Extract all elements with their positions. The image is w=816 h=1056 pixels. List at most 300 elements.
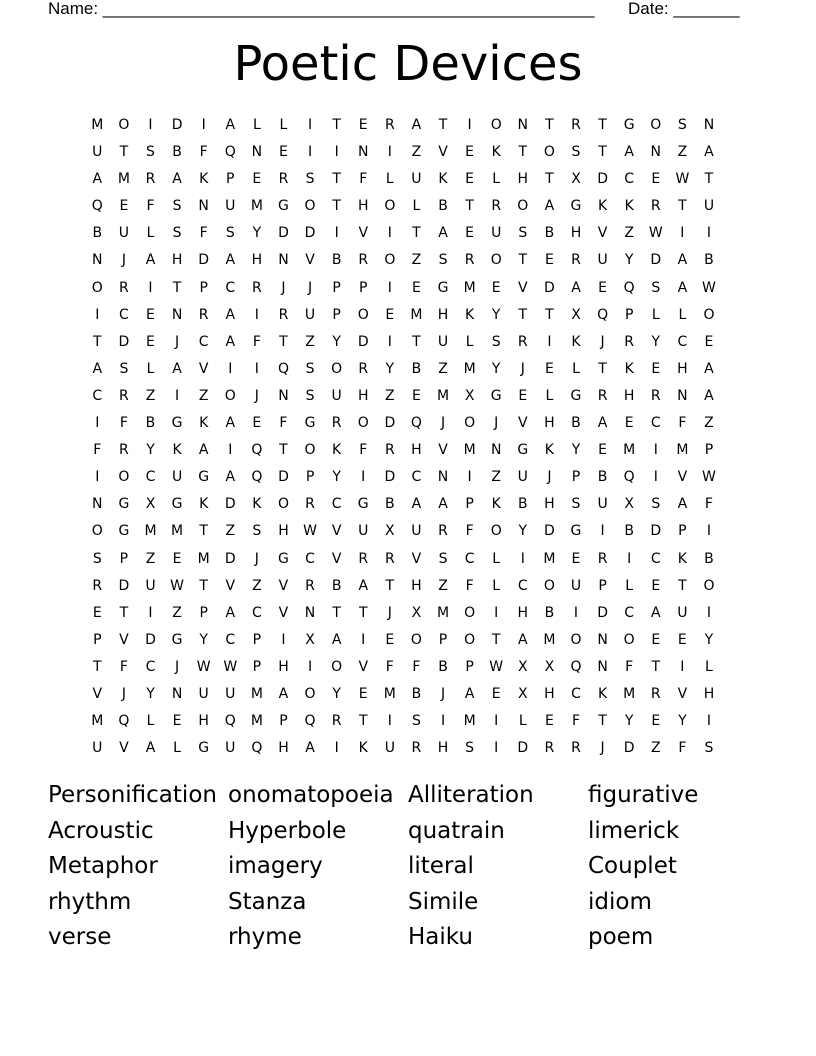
grid-letter: T xyxy=(518,252,528,269)
grid-letter: A xyxy=(411,496,422,513)
grid-letter: C xyxy=(571,685,581,702)
grid-letter: I xyxy=(334,740,339,757)
grid-letter: E xyxy=(544,713,554,730)
grid-letter: V xyxy=(438,442,448,459)
grid-letter: Z xyxy=(677,144,688,161)
grid-letter: P xyxy=(93,631,102,648)
grid-letter: E xyxy=(598,279,607,296)
grid-letter: I xyxy=(201,117,206,133)
grid-letter: A xyxy=(650,604,661,621)
grid-letter: F xyxy=(571,713,581,730)
grid-letter: P xyxy=(252,658,262,675)
grid-letter: A xyxy=(544,198,555,215)
grid-letter: T xyxy=(518,306,528,323)
word-list-item: idiom xyxy=(588,888,652,915)
grid-letter: F xyxy=(199,144,208,161)
grid-letter: S xyxy=(225,225,235,242)
grid-letter: H xyxy=(437,306,449,323)
grid-letter: S xyxy=(491,333,501,350)
grid-letter: A xyxy=(704,144,714,161)
grid-letter: T xyxy=(438,117,448,133)
grid-letter: G xyxy=(517,442,529,459)
grid-letter: T xyxy=(598,144,607,161)
grid-letter: V xyxy=(677,469,688,486)
grid-letter: L xyxy=(572,360,580,377)
grid-letter: P xyxy=(332,306,341,323)
word-list-item: Couplet xyxy=(588,853,677,880)
grid-letter: W xyxy=(702,469,716,486)
grid-letter: M xyxy=(676,442,689,459)
grid-letter: T xyxy=(332,604,341,621)
grid-letter: B xyxy=(385,496,395,513)
grid-letter: D xyxy=(171,117,183,133)
word-list-item: Hyperbole xyxy=(228,817,347,844)
grid-letter: O xyxy=(490,117,502,133)
grid-letter: O xyxy=(464,604,476,621)
grid-letter: Y xyxy=(332,333,341,350)
grid-letter: G xyxy=(570,523,582,540)
grid-letter: T xyxy=(598,713,607,730)
grid-letter: A xyxy=(92,360,103,377)
grid-letter: R xyxy=(624,333,635,350)
grid-letter: H xyxy=(544,496,555,513)
grid-letter: K xyxy=(199,415,209,432)
grid-letter: S xyxy=(146,144,155,161)
grid-letter: H xyxy=(544,685,555,702)
grid-letter: D xyxy=(623,740,635,757)
grid-letter: V xyxy=(278,577,289,594)
grid-letter: R xyxy=(119,387,129,404)
grid-letter: S xyxy=(465,740,475,757)
grid-letter: Y xyxy=(491,306,501,323)
grid-letter: I xyxy=(520,550,525,567)
grid-letter: E xyxy=(491,685,501,702)
grid-letter: S xyxy=(305,171,315,188)
grid-letter: N xyxy=(304,604,316,621)
grid-letter: F xyxy=(359,442,368,459)
grid-letter: R xyxy=(650,198,661,215)
grid-letter: Y xyxy=(385,360,395,377)
grid-letter: B xyxy=(411,685,422,702)
grid-letter: S xyxy=(305,387,315,404)
grid-letter: I xyxy=(148,117,153,133)
grid-letter: F xyxy=(146,198,155,215)
grid-letter: R xyxy=(331,415,342,432)
grid-letter: N xyxy=(357,144,369,161)
grid-letter: A xyxy=(464,685,475,702)
grid-letter: B xyxy=(145,415,156,432)
grid-letter: F xyxy=(119,415,128,432)
grid-letter: R xyxy=(411,740,422,757)
grid-letter: R xyxy=(305,577,315,594)
grid-letter: N xyxy=(278,387,289,404)
grid-letter: Q xyxy=(304,713,316,730)
grid-letter: H xyxy=(278,523,289,540)
grid-letter: H xyxy=(517,604,529,621)
grid-letter: I xyxy=(653,469,658,486)
grid-letter: D xyxy=(597,604,608,621)
grid-letter: X xyxy=(145,496,156,513)
grid-letter: Z xyxy=(491,469,501,486)
grid-letter: D xyxy=(118,333,130,350)
grid-letter: O xyxy=(331,658,343,675)
grid-letter: K xyxy=(252,496,262,513)
grid-letter: R xyxy=(278,171,289,188)
grid-letter: M xyxy=(383,685,396,702)
grid-letter: D xyxy=(650,523,662,540)
grid-letter: J xyxy=(547,469,552,486)
grid-letter: L xyxy=(385,171,394,188)
grid-letter: U xyxy=(597,252,608,269)
grid-letter: L xyxy=(146,225,155,242)
grid-letter: F xyxy=(252,333,261,350)
grid-letter: X xyxy=(464,387,475,404)
grid-letter: J xyxy=(254,387,259,404)
grid-letter: K xyxy=(199,496,209,513)
grid-letter: E xyxy=(465,144,475,161)
grid-letter: Y xyxy=(571,442,581,459)
grid-letter: E xyxy=(385,631,395,648)
grid-letter: N xyxy=(703,117,715,133)
grid-letter: E xyxy=(252,171,262,188)
grid-letter: A xyxy=(704,360,714,377)
grid-letter: K xyxy=(332,442,342,459)
grid-letter: O xyxy=(357,306,369,323)
grid-letter: H xyxy=(677,360,688,377)
grid-letter: T xyxy=(491,631,501,648)
grid-letter: F xyxy=(119,658,128,675)
grid-letter: L xyxy=(252,117,261,133)
grid-letter: K xyxy=(199,171,209,188)
grid-letter: U xyxy=(411,171,422,188)
grid-letter: N xyxy=(597,658,608,675)
grid-letter: H xyxy=(198,713,209,730)
grid-letter: Z xyxy=(305,333,315,350)
grid-letter: U xyxy=(171,469,183,486)
grid-letter: S xyxy=(438,252,448,269)
grid-letter: P xyxy=(704,442,714,459)
grid-letter: K xyxy=(571,333,581,350)
grid-letter: P xyxy=(279,713,288,730)
grid-letter: I xyxy=(387,279,392,296)
grid-letter: X xyxy=(518,658,528,675)
grid-letter: S xyxy=(438,550,448,567)
grid-letter: M xyxy=(463,442,476,459)
grid-letter: W xyxy=(170,577,184,594)
grid-letter: R xyxy=(198,306,209,323)
grid-letter: H xyxy=(623,387,635,404)
grid-letter: M xyxy=(436,604,450,621)
grid-letter: H xyxy=(357,387,369,404)
grid-letter: V xyxy=(331,550,342,567)
grid-letter: G xyxy=(304,415,316,432)
grid-letter: R xyxy=(571,117,581,133)
grid-letter: I xyxy=(494,713,499,730)
word-list-item: imagery xyxy=(228,853,323,880)
grid-letter: I xyxy=(680,225,685,242)
grid-letter: J xyxy=(254,550,259,567)
grid-letter: Z xyxy=(438,360,448,377)
grid-letter: D xyxy=(198,252,210,269)
grid-letter: K xyxy=(597,685,608,702)
grid-letter: G xyxy=(278,550,289,567)
word-list-item: rhyme xyxy=(228,924,302,951)
grid-letter: E xyxy=(358,117,368,133)
grid-letter: I xyxy=(467,117,472,133)
grid-letter: Y xyxy=(332,469,341,486)
word-list-item: poem xyxy=(588,924,654,951)
grid-letter: E xyxy=(146,306,155,323)
grid-letter: A xyxy=(677,279,688,296)
grid-letter: E xyxy=(651,360,661,377)
grid-letter: A xyxy=(225,604,236,621)
word-list-item: verse xyxy=(48,924,112,951)
grid-letter: H xyxy=(570,225,582,242)
grid-letter: A xyxy=(704,387,714,404)
grid-letter: I xyxy=(494,740,499,757)
grid-letter: E xyxy=(385,306,395,323)
grid-letter: U xyxy=(225,740,236,757)
grid-letter: H xyxy=(411,442,422,459)
grid-letter: A xyxy=(677,496,688,513)
grid-letter: G xyxy=(437,279,449,296)
grid-letter: C xyxy=(225,631,236,648)
grid-letter: D xyxy=(357,333,369,350)
grid-letter: K xyxy=(438,171,448,188)
grid-letter: E xyxy=(252,415,262,432)
grid-letter: C xyxy=(650,415,661,432)
grid-letter: Q xyxy=(623,279,635,296)
grid-letter: R xyxy=(384,117,395,133)
grid-letter: O xyxy=(304,685,316,702)
grid-letter: Q xyxy=(251,469,263,486)
grid-letter: S xyxy=(571,144,581,161)
grid-letter: L xyxy=(492,550,501,567)
grid-letter: P xyxy=(119,550,129,567)
grid-letter: E xyxy=(624,415,634,432)
grid-letter: J xyxy=(494,415,499,432)
grid-letter: C xyxy=(198,333,209,350)
grid-letter: R xyxy=(384,442,395,459)
grid-letter: E xyxy=(92,604,102,621)
grid-letter: E xyxy=(491,279,501,296)
grid-letter: F xyxy=(279,415,288,432)
grid-letter: U xyxy=(491,225,502,242)
grid-letter: K xyxy=(597,198,608,215)
grid-letter: O xyxy=(703,577,715,594)
grid-letter: G xyxy=(490,387,502,404)
grid-letter: J xyxy=(175,658,180,675)
grid-letter: A xyxy=(198,442,209,459)
grid-letter: C xyxy=(331,496,342,513)
grid-letter: R xyxy=(305,496,315,513)
grid-letter: U xyxy=(358,523,369,540)
grid-letter: A xyxy=(438,496,448,513)
grid-letter: P xyxy=(199,279,208,296)
grid-letter: P xyxy=(305,469,315,486)
grid-letter: O xyxy=(517,198,529,215)
grid-letter: Q xyxy=(251,442,263,459)
grid-letter: Z xyxy=(198,387,209,404)
grid-letter: V xyxy=(518,279,528,296)
grid-letter: V xyxy=(198,360,209,377)
grid-letter: E xyxy=(172,713,182,730)
word-list-item: Alliteration xyxy=(408,782,534,808)
grid-letter: J xyxy=(440,685,446,702)
grid-letter: R xyxy=(92,577,103,594)
word-list-item: literal xyxy=(408,853,474,880)
grid-letter: O xyxy=(490,523,502,540)
grid-letter: A xyxy=(624,144,634,161)
grid-letter: N xyxy=(437,469,449,486)
grid-letter: A xyxy=(305,740,315,757)
grid-letter: V xyxy=(278,604,289,621)
grid-letter: Y xyxy=(146,442,155,459)
grid-letter: E xyxy=(465,225,475,242)
grid-letter: B xyxy=(544,225,555,242)
grid-letter: J xyxy=(307,279,313,296)
grid-letter: A xyxy=(172,171,182,188)
grid-letter: I xyxy=(361,631,366,648)
grid-letter: Z xyxy=(438,577,448,594)
grid-letter: B xyxy=(92,225,103,242)
grid-letter: U xyxy=(677,604,688,621)
grid-letter: S xyxy=(651,279,661,296)
grid-letter: G xyxy=(171,631,183,648)
grid-letter: D xyxy=(384,469,396,486)
grid-letter: P xyxy=(598,577,607,594)
grid-letter: I xyxy=(467,469,472,486)
grid-letter: H xyxy=(171,252,183,269)
grid-letter: R xyxy=(278,306,289,323)
grid-letter: T xyxy=(678,577,687,594)
grid-letter: V xyxy=(358,658,369,675)
grid-letter: I xyxy=(148,279,153,296)
grid-letter: C xyxy=(517,577,528,594)
grid-letter: M xyxy=(463,713,476,730)
grid-letter: Q xyxy=(251,740,263,757)
grid-letter: B xyxy=(438,198,448,215)
grid-letter: O xyxy=(543,144,555,161)
grid-letter: U xyxy=(437,333,449,350)
grid-letter: B xyxy=(704,550,714,567)
grid-letter: I xyxy=(494,604,499,621)
grid-letter: D xyxy=(278,469,289,486)
grid-letter: M xyxy=(463,360,476,377)
grid-letter: A xyxy=(438,225,448,242)
grid-letter: Q xyxy=(597,306,609,323)
grid-letter: A xyxy=(225,117,236,133)
grid-letter: C xyxy=(305,550,315,567)
worksheet-header xyxy=(48,0,748,20)
grid-letter: G xyxy=(198,469,210,486)
grid-letter: H xyxy=(357,198,369,215)
grid-letter: G xyxy=(171,415,183,432)
grid-letter: H xyxy=(437,740,449,757)
grid-letter: M xyxy=(543,550,556,567)
grid-letter: C xyxy=(624,171,635,188)
grid-letter: O xyxy=(118,117,130,133)
grid-letter: T xyxy=(199,577,208,594)
grid-letter: A xyxy=(411,117,422,133)
grid-letter: Y xyxy=(651,333,661,350)
grid-letter: C xyxy=(624,604,635,621)
grid-letter: T xyxy=(119,604,129,621)
grid-letter: X xyxy=(571,171,581,188)
grid-letter: L xyxy=(146,360,155,377)
date-line: Date: _______ xyxy=(628,0,740,18)
grid-letter: N xyxy=(251,144,263,161)
grid-letter: M xyxy=(463,279,476,296)
grid-letter: E xyxy=(598,442,607,459)
grid-letter: L xyxy=(279,117,288,133)
grid-letter: S xyxy=(704,740,714,757)
grid-letter: L xyxy=(545,387,554,404)
grid-letter: K xyxy=(491,144,501,161)
grid-letter: M xyxy=(250,713,263,730)
grid-letter: E xyxy=(544,360,554,377)
grid-letter: S xyxy=(677,117,687,133)
grid-letter: F xyxy=(412,658,421,675)
grid-letter: T xyxy=(385,577,395,594)
grid-letter: A xyxy=(225,306,236,323)
grid-letter: K xyxy=(172,442,182,459)
grid-letter: J xyxy=(600,333,605,350)
grid-letter: E xyxy=(651,171,661,188)
grid-letter: W xyxy=(303,523,317,540)
grid-letter: B xyxy=(597,469,608,486)
grid-letter: V xyxy=(597,225,608,242)
grid-letter: H xyxy=(517,171,529,188)
grid-letter: S xyxy=(252,523,262,540)
grid-letter: U xyxy=(198,685,209,702)
word-list-item: Metaphor xyxy=(48,853,158,880)
grid-letter: W xyxy=(223,658,238,675)
grid-letter: O xyxy=(543,577,555,594)
grid-letter: P xyxy=(465,658,474,675)
grid-letter: B xyxy=(411,360,422,377)
grid-letter: D xyxy=(517,740,529,757)
grid-letter: A xyxy=(225,252,236,269)
grid-letter: T xyxy=(279,333,288,350)
grid-letter: L xyxy=(492,577,501,594)
grid-letter: R xyxy=(597,387,608,404)
grid-letter: Y xyxy=(146,685,155,702)
grid-letter: A xyxy=(145,740,156,757)
grid-letter: N xyxy=(677,387,688,404)
grid-letter: F xyxy=(465,523,474,540)
grid-letter: U xyxy=(597,496,608,513)
grid-letter: O xyxy=(304,442,316,459)
grid-letter: A xyxy=(172,360,182,377)
grid-letter: I xyxy=(95,306,100,323)
grid-letter: T xyxy=(358,604,368,621)
grid-letter: E xyxy=(651,631,661,648)
grid-letter: I xyxy=(653,442,658,459)
grid-letter: S xyxy=(119,360,129,377)
grid-letter: U xyxy=(225,198,236,215)
grid-letter: Y xyxy=(199,631,208,648)
grid-letter: I xyxy=(307,117,313,133)
grid-letter: T xyxy=(598,360,607,377)
grid-letter: D xyxy=(278,225,289,242)
grid-letter: S xyxy=(571,496,581,513)
grid-letter: E xyxy=(172,550,182,567)
grid-letter: Z xyxy=(145,387,156,404)
grid-letter: V xyxy=(119,740,129,757)
grid-letter: R xyxy=(119,279,129,296)
grid-letter: O xyxy=(384,198,396,215)
